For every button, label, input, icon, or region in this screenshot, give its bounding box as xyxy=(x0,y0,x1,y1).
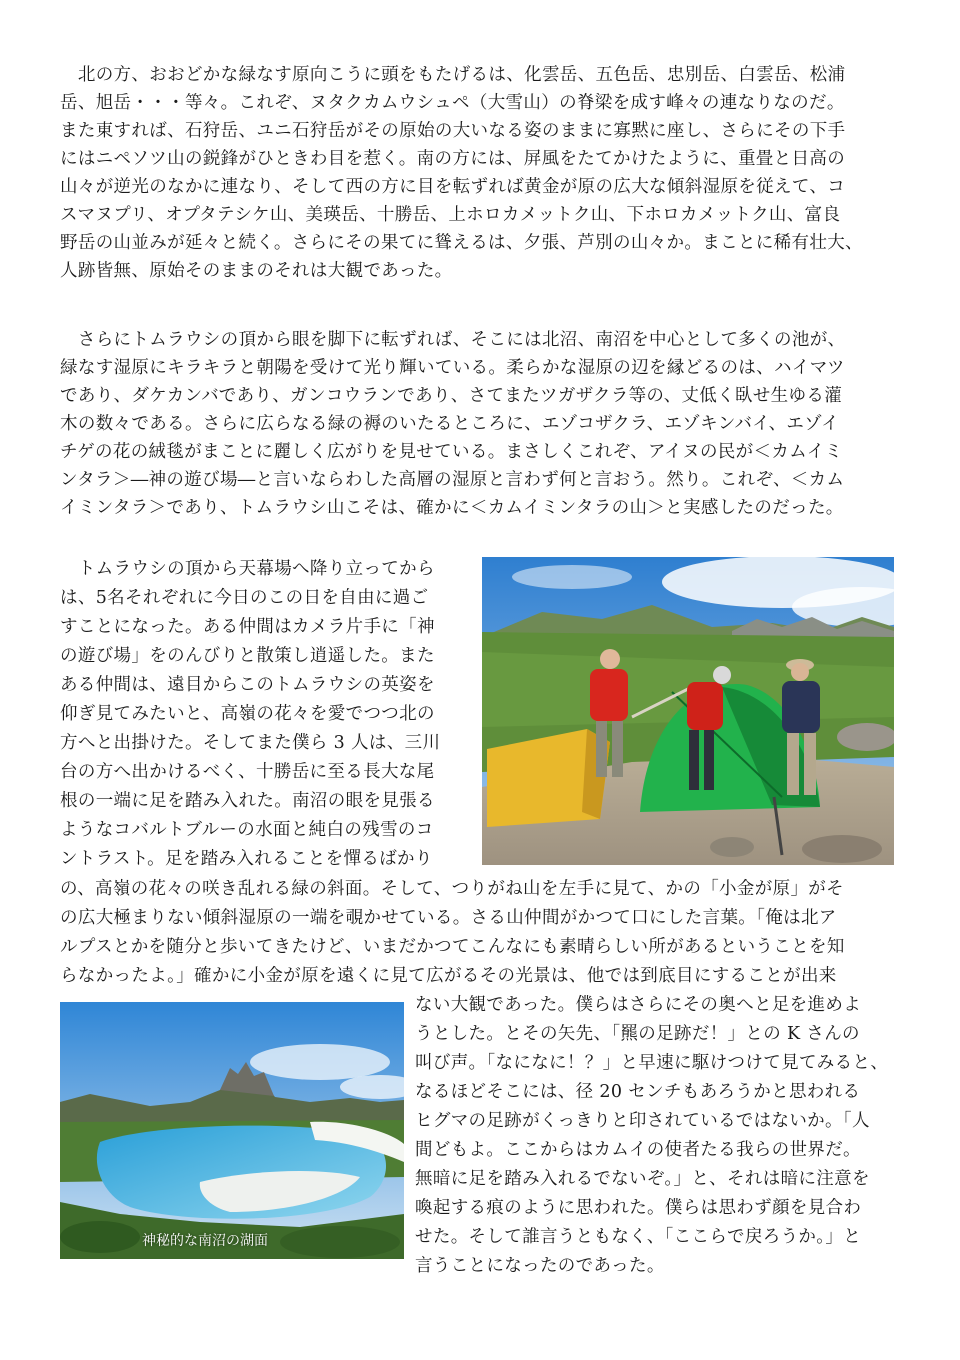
text-line: にはニペソツ山の鋭鋒がひときわ目を惹く。南の方には、屏風をたてかけたように、重畳と日高の xyxy=(60,149,846,169)
lake-photo-caption: 神秘的な南沼の湖面 xyxy=(142,1233,268,1249)
text-line: トムラウシの頂から天幕場へ降り立ってから xyxy=(60,559,435,579)
text-line: 喚起する痕のように思われた。僕らは思わず顔を見合わ xyxy=(415,1198,862,1218)
text-line: チゲの花の絨毯がまことに麗しく広がりを見せている。まさしくこれぞ、アイヌの民が＜カムイミ xyxy=(60,442,843,462)
text-line: の遊び場」をのんびりと散策し逍遥した。また xyxy=(60,646,435,666)
text-line: の広大極まりない傾斜湿原の一端を覗かせている。さる山仲間がかつて口にした言葉。「俺は北ア xyxy=(60,908,837,928)
text-line: の、高嶺の花々の咲き乱れる緑の斜面。そして、つりがね山を左手に見て、かの「小金が原」がそ xyxy=(60,879,844,899)
text-line: ようなコバルトブルーの水面と純白の残雪のコ xyxy=(60,820,434,840)
text-line: 仰ぎ見てみたいと、高嶺の花々を愛でつつ北の xyxy=(60,704,435,724)
text-line: なるほどそこには、径 20 センチもあろうかと思われる xyxy=(415,1082,861,1102)
text-line: ヒグマの足跡がくっきりと印されているではないか。「人 xyxy=(415,1111,870,1131)
text-line: ない大観であった。僕らはさらにその奥へと足を進めよ xyxy=(415,995,862,1015)
text-line: 野岳の山並みが延々と続く。さらにその果てに聳えるは、夕張、芦別の山々か。まことに稀有壮大、 xyxy=(60,233,863,253)
text-line: ンタラ＞―神の遊び場―と言いならわした高層の湿原と言わず何と言おう。然り。これぞ、＜カム xyxy=(60,470,845,490)
text-line: 人跡皆無、原始そのままのそれは大観であった。 xyxy=(60,261,453,281)
text-line: 無暗に足を踏み入れるでないぞ。」と、それは暗に注意を xyxy=(415,1169,870,1189)
text-line: であり、ダケカンバであり、ガンコウランであり、さてまたツガザクラ等の、丈低く臥せ生ゆる灌 xyxy=(60,386,843,406)
photo-minami-numa-lake xyxy=(60,1002,404,1259)
lake-image xyxy=(60,1002,404,1259)
text-line: ルプスとかを随分と歩いてきたけど、いまだかつてこんなにも素晴らしい所があるということを知 xyxy=(60,937,845,957)
text-line: せた。そして誰言うともなく、「ここらで戻ろうか。」と xyxy=(415,1227,862,1247)
text-line: 北の方、おおどかな緑なす原向こうに頭をもたげるは、化雲岳、五色岳、忠別岳、白雲岳、松浦 xyxy=(60,65,846,85)
text-line: ある仲間は、遠目からこのトムラウシの英姿を xyxy=(60,675,435,695)
text-line: すことになった。ある仲間はカメラ片手に「神 xyxy=(60,617,435,637)
text-line: うとした。とその矢先、「羆の足跡だ！」との K さんの xyxy=(415,1024,860,1044)
text-line: イミンタラ＞であり、トムラウシ山こそは、確かに＜カムイミンタラの山＞と実感したのだった。 xyxy=(60,498,844,518)
text-line: 間どもよ。ここからはカムイの使者たる我らの世界だ。 xyxy=(415,1140,861,1160)
text-line: 方へと出掛けた。そしてまた僕ら 3 人は、三川 xyxy=(60,733,441,753)
text-line: さらにトムラウシの頂から眼を脚下に転ずれば、そこには北沼、南沼を中心として多くの池が、 xyxy=(60,330,846,350)
text-line: ントラスト。足を踏み入れることを憚るばかり xyxy=(60,849,433,869)
text-line: スマヌプリ、オプタテシケ山、美瑛岳、十勝岳、上ホロカメットク山、下ホロカメットク山、富良 xyxy=(60,205,841,225)
text-line: 言うことになったのであった。 xyxy=(415,1256,665,1276)
text-line: は、5名それぞれに今日のこの日を自由に過ご xyxy=(60,588,429,608)
text-line: 台の方へ出かけるべく、十勝岳に至る長大な尾 xyxy=(60,762,435,782)
text-line: 木の数々である。さらに広らなる緑の褥のいたるところに、エゾコザクラ、エゾキンバイ、エゾイ xyxy=(60,414,840,434)
text-line: 緑なす湿原にキラキラと朝陽を受けて光り輝いている。柔らかな湿原の辺を縁どるのは、ハイマツ xyxy=(60,358,845,378)
tent-camp-image xyxy=(482,557,894,865)
text-line: 根の一端に足を踏み入れた。南沼の眼を見張る xyxy=(60,791,435,811)
text-line: らなかったよ。」確かに小金が原を遠くに見て広がるその光景は、他では到底目にすることが出来 xyxy=(60,966,837,986)
text-line: また東すれば、石狩岳、ユニ石狩岳がその原始の大いなる姿のままに寡黙に座し、さらにその下手 xyxy=(60,121,846,141)
photo-tent-camp xyxy=(482,557,894,865)
text-line: 山々が逆光のなかに連なり、そして西の方に目を転ずれば黄金が原の広大な傾斜湿原を従えて、コ xyxy=(60,177,846,197)
text-line: 叫び声。「なになに！？」と早速に駆けつけて見てみると、 xyxy=(415,1053,889,1073)
text-line: 岳、旭岳・・・等々。これぞ、ヌタクカムウシュペ（大雪山）の脊梁を成す峰々の連なりなのだ。 xyxy=(60,93,845,113)
